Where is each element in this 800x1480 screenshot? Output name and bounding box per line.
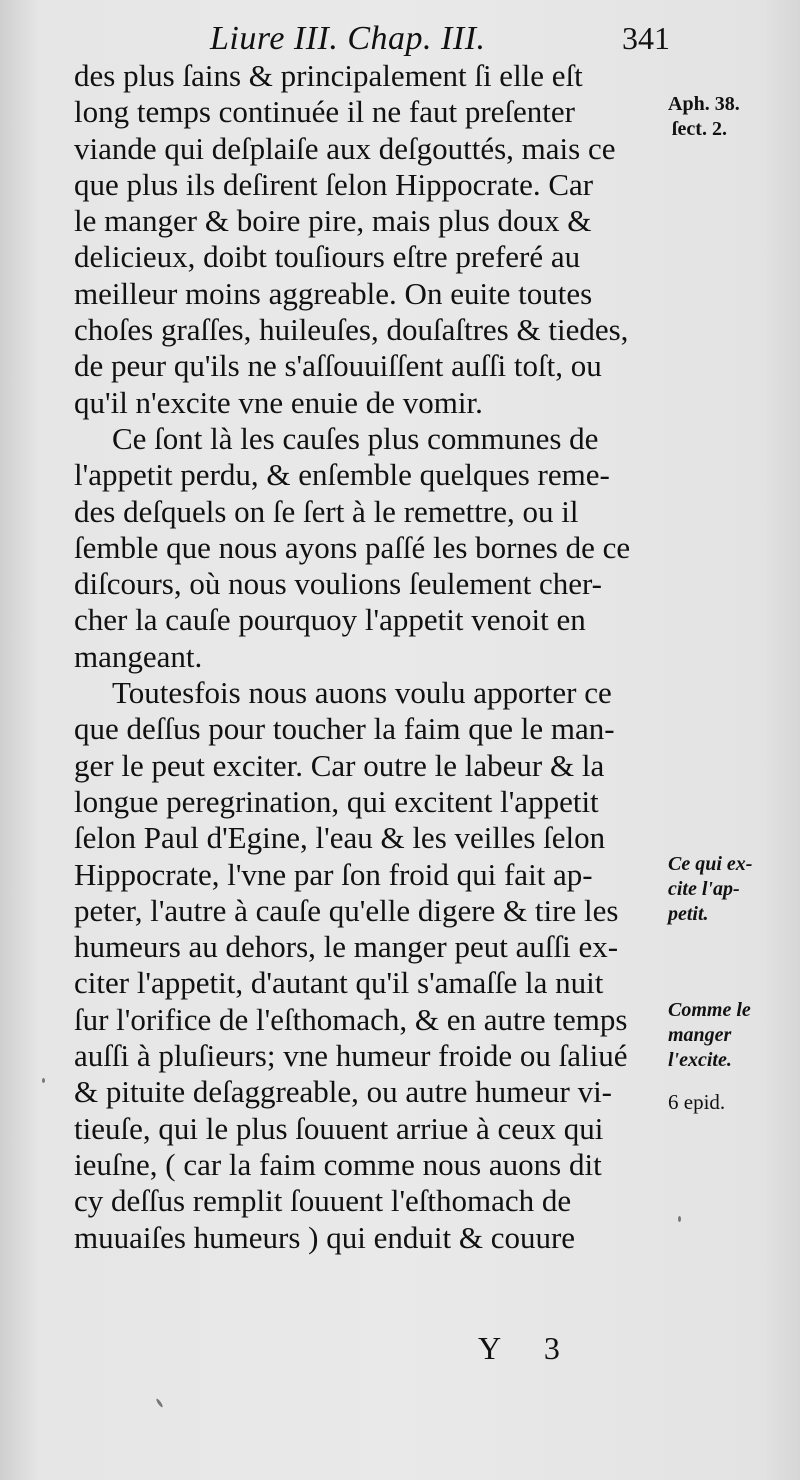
text-line: humeurs au dehors, le manger peut auſſi ex- [74, 929, 619, 965]
text-line: Ce ſont là les cauſes plus communes de [112, 420, 599, 456]
text-line: auſſi à pluſieurs; vne humeur froide ou ſaliué [74, 1038, 628, 1074]
text-line: citer l'appetit, d'autant qu'il s'amaſſe la nuit [74, 965, 604, 1001]
text-line: ſelon Paul d'Egine, l'eau & les veilles ſelon [74, 820, 606, 856]
margin-note-line: l'excite. [668, 1049, 732, 1071]
text-line: des plus ſains & principalement ſi elle eſt [74, 58, 583, 93]
text-line: choſes graſſes, huileuſes, douſaſtres & tiedes, [74, 312, 629, 348]
text-line: de peur qu'ils ne s'aſſouuiſſent auſſi toſt, ou [74, 348, 602, 384]
paper-speck [678, 1216, 681, 1222]
margin-note-line: Comme le [668, 999, 751, 1021]
text-line: qu'il n'excite vne enuie de vomir. [74, 384, 483, 420]
text-line: ieuſne, ( car la faim comme nous auons dit [74, 1146, 602, 1182]
margin-note-line: ſect. 2. [672, 118, 727, 140]
text-line: meilleur moins aggreable. On euite toutes [74, 275, 593, 311]
margin-note-epid [668, 1090, 798, 1115]
text-line: & pituite deſaggreable, ou autre humeur vi- [74, 1074, 613, 1110]
text-line: Toutesfois nous auons voulu apporter ce [112, 675, 612, 711]
margin-note-line: 6 epid. [668, 1090, 726, 1114]
text-line: tieuſe, qui le plus ſouuent arriue à ceux qui [74, 1110, 604, 1146]
text-line: viande qui deſplaiſe aux deſgouttés, mais ce [74, 130, 616, 166]
margin-note-line: cite l'ap- [668, 878, 740, 900]
text-line: ſemble que nous ayons paſſé les bornes de ce [74, 529, 631, 565]
text-line: des deſquels on ſe ſert à le remettre, ou il [74, 493, 579, 529]
text-line: ger le peut exciter. Car outre le labeur & la [74, 747, 605, 783]
text-line: que plus ils deſirent ſelon Hippocrate. Car [74, 166, 594, 202]
body-text [74, 58, 662, 1256]
text-line: muuaiſes humeurs ) qui enduit & couure [74, 1219, 576, 1255]
paper-speck [155, 1398, 163, 1408]
margin-note-line: Ce qui ex- [668, 853, 753, 875]
margin-note-aph [668, 92, 798, 142]
text-line: que deſſus pour toucher la faim que le man- [74, 711, 615, 747]
text-line: mangeant. [74, 638, 203, 674]
text-line: long temps continuée il ne faut preſenter [74, 94, 575, 130]
signature-mark: Y 3 [478, 1330, 578, 1366]
text-line: peter, l'autre à cauſe qu'elle digere & tire les [74, 892, 619, 928]
text-line: cher la cauſe pourquoy l'appetit venoit en [74, 602, 586, 638]
paper-speck [42, 1078, 45, 1083]
text-line: Hippocrate, l'vne par ſon froid qui fait ap- [74, 856, 593, 892]
margin-note-line: manger [668, 1024, 732, 1046]
text-line: l'appetit perdu, & enſemble quelques reme- [74, 457, 610, 493]
page-number: 341 [622, 20, 670, 56]
text-line: ſur l'orifice de l'eſthomach, & en autre temps [74, 1001, 628, 1037]
margin-note-line: petit. [668, 903, 709, 925]
text-line: delicieux, doibt touſiours eſtre preferé au [74, 239, 581, 275]
page-header [150, 20, 670, 58]
text-line: cy deſſus remplit ſouuent l'eſthomach de [74, 1183, 572, 1219]
running-head: Liure III. Chap. III. [210, 20, 486, 57]
text-line: longue peregrination, qui excitent l'appetit [74, 783, 599, 819]
text-line: le manger & boire pire, mais plus doux & [74, 203, 592, 239]
margin-note-comme [668, 998, 798, 1073]
text-line: diſcours, où nous voulions ſeulement cher- [74, 566, 602, 602]
margin-note-excite [668, 852, 798, 927]
margin-note-line: Aph. 38. [668, 93, 740, 115]
